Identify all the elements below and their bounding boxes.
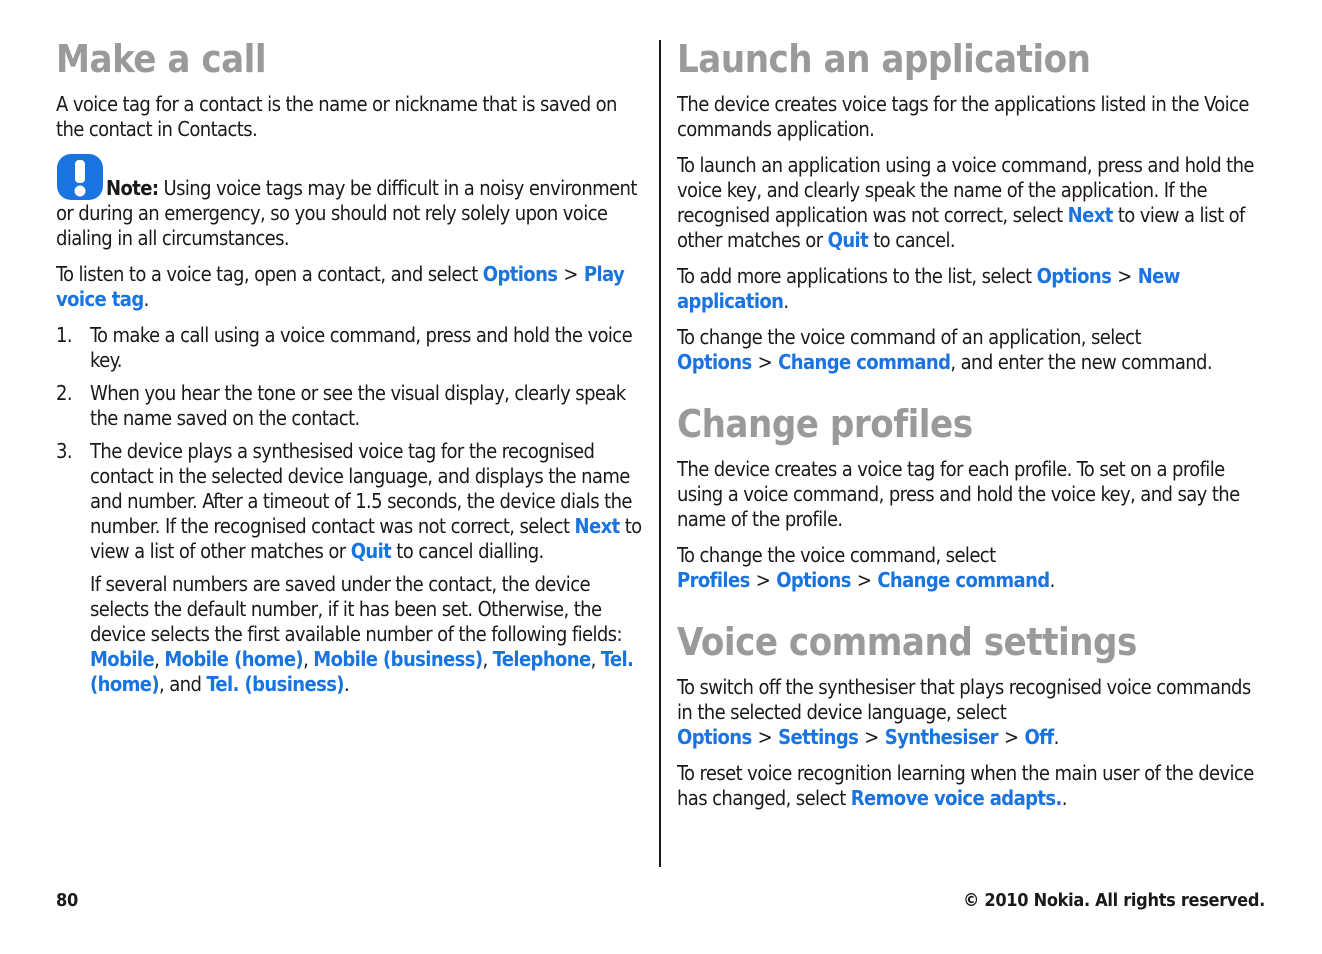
new-application-link[interactable]: New application: [677, 264, 1180, 313]
fields-text: If several numbers are saved under the contact, the device selects the default number, if it has been set. Otherwise, the device selects the first available number of the following fields:: [90, 572, 622, 646]
left-column: [56, 36, 646, 708]
profiles-paragraph: [677, 543, 1267, 593]
comma: ,: [154, 647, 165, 671]
field-tel-home[interactable]: Tel. (home): [90, 647, 634, 696]
intro-paragraph: A voice tag for a contact is the name or nickname that is saved on the contact in Contacts.: [56, 92, 617, 141]
change-command-paragraph: [677, 325, 1267, 375]
launch-intro: The device creates voice tags for the applications listed in the Voice commands application.: [677, 92, 1249, 141]
menu-separator: >: [755, 568, 771, 592]
menu-separator: >: [757, 350, 773, 374]
remove-voice-adapts-link[interactable]: Remove voice adapts.: [850, 786, 1062, 810]
field-mobile-business[interactable]: Mobile (business): [313, 647, 483, 671]
note-text: Using voice tags may be difficult in a noisy environment or during an emergency, so you should not rely solely upon voice dialing in all circumstances.: [56, 176, 637, 250]
field-tel-business[interactable]: Tel. (business): [206, 672, 344, 696]
listen-paragraph: [56, 262, 646, 312]
change-command-text: , and enter the new command.: [950, 350, 1212, 374]
profiles-intro: The device creates a voice tag for each profile. To set on a profile using a voice command, press and hold the voice key, and say the name of the profile.: [677, 457, 1240, 531]
step-number: 3.: [56, 439, 72, 463]
heading-voice-command-settings: Voice command settings: [677, 620, 1137, 664]
field-mobile[interactable]: Mobile: [90, 647, 155, 671]
change-command-text: To change the voice command of an application, select: [677, 325, 1141, 349]
quit-link[interactable]: Quit: [827, 228, 869, 252]
field-telephone[interactable]: Telephone: [492, 647, 591, 671]
menu-separator: >: [856, 568, 872, 592]
launch-text: To launch an application using a voice command, press and hold the voice key, and clearly speak the name of the application. If the recognised application was not correct, select: [677, 153, 1254, 227]
change-command-link[interactable]: Change command: [877, 568, 1050, 592]
copyright-notice: © 2010 Nokia. All rights reserved.: [963, 890, 1265, 911]
next-link[interactable]: Next: [574, 514, 620, 538]
step-number: 1.: [56, 323, 72, 347]
and-text: , and: [158, 672, 207, 696]
menu-separator: >: [757, 725, 773, 749]
list-item: [56, 323, 646, 373]
menu-separator: >: [1117, 264, 1132, 288]
reset-text: To reset voice recognition learning when the main user of the device has changed, select: [677, 761, 1254, 810]
page-number: 80: [56, 890, 78, 911]
menu-separator: >: [563, 262, 578, 286]
profiles-text: To change the voice command, select: [677, 543, 996, 567]
options-link[interactable]: Options: [677, 350, 752, 374]
period: .: [1061, 786, 1067, 810]
step-text: The device plays a synthesised voice tag for the recognised contact in the selected device language, and displays the name and number. After a timeout of 1.5 seconds, the device dials the number. If the recognised contact was not correct, select: [90, 439, 632, 538]
fields-paragraph: [56, 572, 646, 697]
heading-launch-an-application: Launch an application: [677, 37, 1091, 81]
options-link[interactable]: Options: [677, 725, 752, 749]
menu-separator: >: [864, 725, 879, 749]
period: .: [343, 672, 350, 696]
add-apps-text: To add more applications to the list, select: [677, 264, 1037, 288]
launch-text: to cancel.: [868, 228, 955, 252]
right-column: [677, 36, 1267, 822]
step-text: To make a call using a voice command, press and hold the voice key.: [90, 323, 633, 372]
settings-link[interactable]: Settings: [778, 725, 859, 749]
options-link[interactable]: Options: [776, 568, 851, 592]
column-divider: [659, 40, 661, 867]
comma: ,: [303, 647, 314, 671]
step-text: When you hear the tone or see the visual display, clearly speak the name saved on the contact.: [90, 381, 626, 430]
reset-paragraph: [677, 761, 1267, 811]
play-voice-tag-link[interactable]: Play voice tag: [56, 262, 625, 311]
note-paragraph: [56, 153, 646, 251]
add-apps-paragraph: [677, 264, 1267, 314]
list-item: [56, 381, 646, 431]
options-link[interactable]: Options: [1036, 264, 1112, 288]
profiles-link[interactable]: Profiles: [677, 568, 750, 592]
launch-paragraph: [677, 153, 1267, 253]
exclamation-note-icon: [56, 153, 104, 201]
menu-separator: >: [1003, 725, 1019, 749]
note-label: Note:: [106, 176, 159, 200]
options-link[interactable]: Options: [482, 262, 558, 286]
field-mobile-home[interactable]: Mobile (home): [164, 647, 304, 671]
period: .: [1053, 725, 1059, 749]
quit-link[interactable]: Quit: [350, 539, 392, 563]
step-number: 2.: [56, 381, 72, 405]
synthesiser-text: To switch off the synthesiser that plays recognised voice commands in the selected device language, select: [677, 675, 1251, 724]
comma: ,: [590, 647, 601, 671]
synthesiser-paragraph: [677, 675, 1267, 750]
off-link[interactable]: Off: [1024, 725, 1054, 749]
heading-change-profiles: Change profiles: [677, 402, 973, 446]
launch-text: to view a list of other matches or: [677, 203, 1245, 252]
period: .: [143, 287, 149, 311]
steps-list: [56, 323, 646, 564]
heading-make-a-call: Make a call: [56, 37, 267, 81]
list-item: [56, 439, 646, 564]
listen-text: To listen to a voice tag, open a contact, and select: [56, 262, 483, 286]
change-command-link[interactable]: Change command: [778, 350, 951, 374]
period: .: [783, 289, 789, 313]
synthesiser-link[interactable]: Synthesiser: [884, 725, 998, 749]
step-text: to view a list of other matches or: [90, 514, 642, 563]
comma: ,: [482, 647, 493, 671]
next-link[interactable]: Next: [1067, 203, 1113, 227]
step-text: to cancel dialling.: [391, 539, 544, 563]
period: .: [1049, 568, 1055, 592]
